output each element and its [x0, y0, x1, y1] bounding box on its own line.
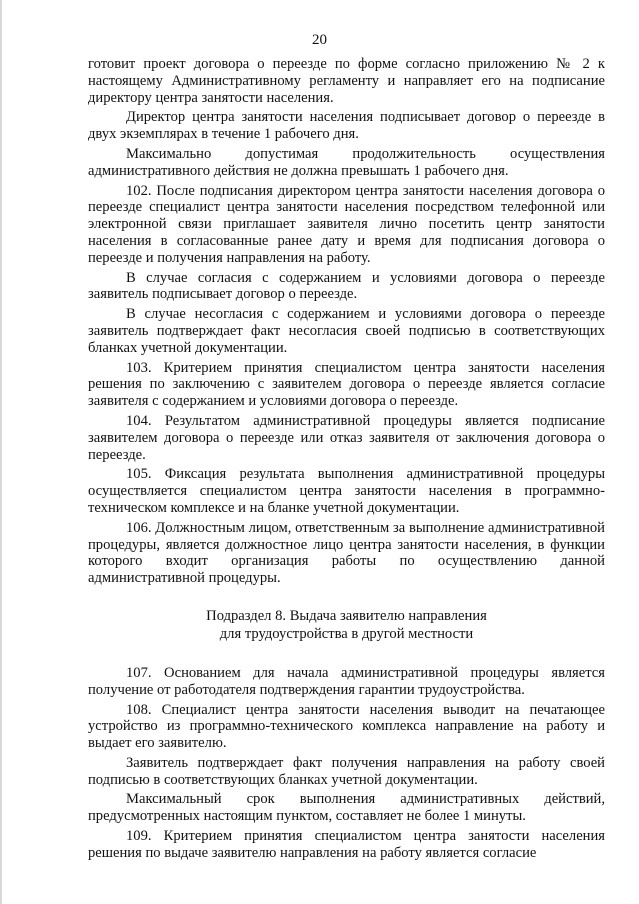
paragraph: 108. Специалист центра занятости населения выводит на печатающее устройство из программно-технического комплекса направление на работу и выдает его заявителю.	[88, 701, 605, 752]
paragraph: 104. Результатом административной процедуры является подписание заявителем договора о переезде или отказ заявителя от заключения договора о переезде.	[88, 412, 605, 463]
document-body	[88, 56, 605, 865]
paragraph: Заявитель подтверждает факт получения направления на работу своей подписью в соответствующих бланках учетной документации.	[88, 754, 605, 788]
paragraph: Директор центра занятости населения подписывает договор о переезде в двух экземплярах в течение 1 рабочего дня.	[88, 109, 605, 143]
paragraph: Максимально допустимая продолжительность осуществления административного действия не должна превышать 1 рабочего дня.	[88, 145, 605, 179]
paragraph: готовит проект договора о переезде по форме согласно приложению № 2 к настоящему Административному регламенту и направляет его на подписание директору центра занятости населения.	[88, 56, 605, 106]
paragraph: 107. Основанием для начала административной процедуры является получение от работодателя подтверждения гарантии трудоустройства.	[88, 664, 605, 698]
paragraph: Максимальный срок выполнения административных действий, предусмотренных настоящим пунктом, составляет не более 1 минуты.	[88, 791, 605, 825]
page-number: 20	[312, 32, 327, 48]
subsection-heading	[88, 607, 605, 643]
paragraph: В случае согласия с содержанием и условиями договора о переезде заявитель подписывает договор о переезде.	[88, 269, 605, 303]
paragraph: 106. Должностным лицом, ответственным за выполнение административной процедуры, является должностное лицо центра занятости населения, в функции которого входит организация работы по осуществлению данной административной процедуры.	[88, 519, 605, 587]
paragraph: 105. Фиксация результата выполнения административной процедуры осуществляется специалистом центра занятости населения в программно-техническом комплексе и на бланке учетной документации.	[88, 466, 605, 516]
scan-edge	[0, 0, 2, 904]
paragraph: 109. Критерием принятия специалистом центра занятости населения решения по выдаче заявителю направления на работу является согласие	[88, 828, 605, 861]
paragraph: 102. После подписания директором центра занятости населения договора о переезде специалист центра занятости населения посредством телефонной или электронной связи приглашает заявителя лично посетить центр занятости населения в согласованные ранее дату и время для подписания договора о переезде и получения направления на работу.	[88, 182, 605, 266]
heading-line: Подраздел 8. Выдача заявителю направления	[206, 607, 487, 624]
paragraph: 103. Критерием принятия специалистом центра занятости населения решения по заключению с заявителем договора о переезде является согласие заявителя с содержанием и условиями договора о переезде.	[88, 359, 605, 410]
heading-line: для трудоустройства в другой местности	[219, 625, 474, 642]
paragraph: В случае несогласия с содержанием и условиями договора о переезде заявитель подтверждает факт несогласия своей подписью в соответствующих бланках учетной документации.	[88, 306, 605, 356]
